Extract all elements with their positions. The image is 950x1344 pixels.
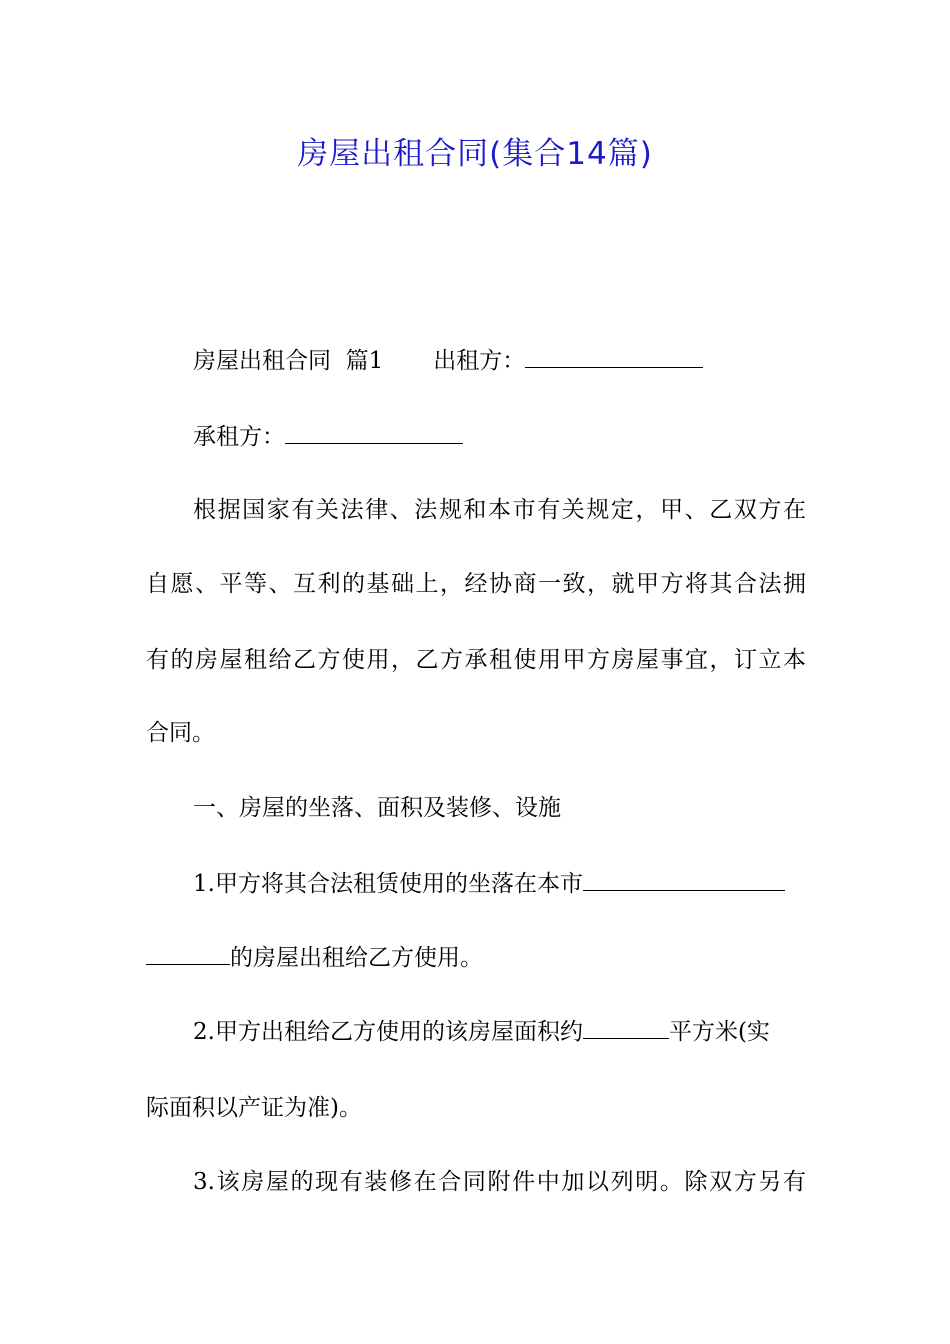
lessor-label: 出租方： <box>433 348 526 374</box>
location-blank-cont <box>146 942 230 965</box>
intro-line-3: 有的房屋租给乙方使用，乙方承租使用甲方房屋事宜，订立本 <box>146 647 806 673</box>
lessee-label: 承租方： <box>193 424 285 450</box>
intro-line-1: 根据国家有关法律、法规和本市有关规定，甲、乙双方在 <box>193 497 806 523</box>
item-3-line-1: 3.该房屋的现有装修在合同附件中加以列明。除双方另有 <box>193 1169 806 1195</box>
intro-line-2: 自愿、平等、互利的基础上，经协商一致，就甲方将其合法拥 <box>146 571 806 597</box>
area-blank <box>583 1016 669 1039</box>
lessee-blank <box>285 421 463 444</box>
item-2-line-2: 际面积以产证为准)。 <box>146 1095 362 1121</box>
contract-heading: 房屋出租合同 篇1 <box>193 348 384 374</box>
intro-line-4: 合同。 <box>146 720 215 746</box>
item-2-unit: 平方米(实 <box>668 1019 770 1045</box>
item-1-text-cont: 的房屋出租给乙方使用。 <box>230 945 483 971</box>
lessor-blank <box>525 345 703 368</box>
item-2-line-1 <box>193 1016 806 1048</box>
section-1-heading: 一、房屋的坐落、面积及装修、设施 <box>193 795 561 821</box>
location-blank <box>583 868 785 891</box>
item-2-text: 2.甲方出租给乙方使用的该房屋面积约 <box>193 1019 583 1045</box>
document-title: 房屋出租合同(集合14篇) <box>297 136 653 172</box>
item-1-line-1 <box>193 868 806 900</box>
lessee-line <box>193 421 806 453</box>
contract-header-line <box>193 345 806 377</box>
item-1-text: 1.甲方将其合法租赁使用的坐落在本市 <box>193 871 583 897</box>
item-1-line-2 <box>146 942 806 974</box>
